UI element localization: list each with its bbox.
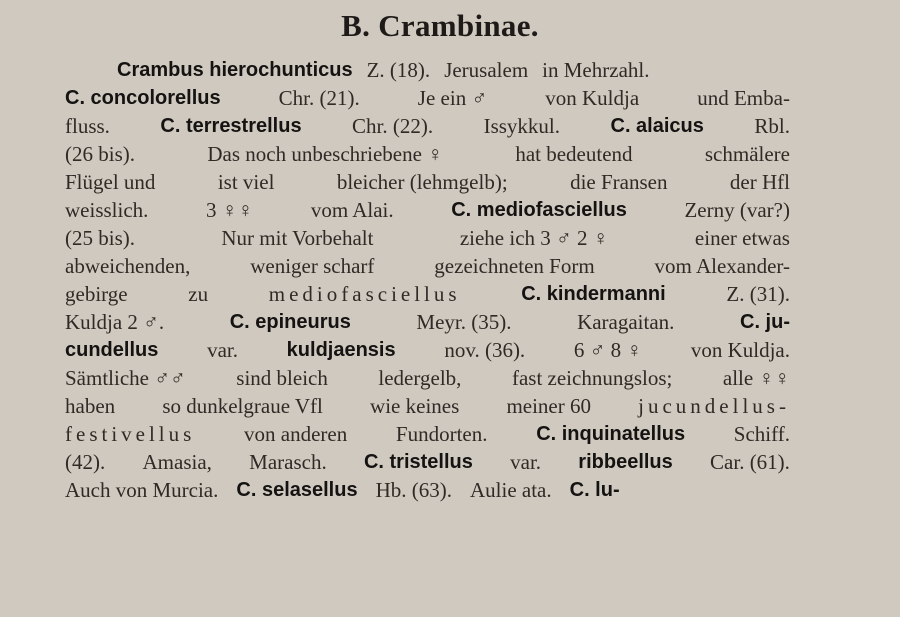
text-segment: der Hfl xyxy=(729,170,790,194)
species-name: C. terrestrellus xyxy=(160,115,302,137)
text-line xyxy=(65,252,790,280)
text-line xyxy=(65,476,790,504)
text-segment: alle ♀♀ xyxy=(722,366,790,390)
text-segment: abweichenden, xyxy=(65,254,191,278)
text-segment: meiner 60 xyxy=(506,394,591,418)
text-line xyxy=(65,420,790,448)
text-line xyxy=(65,336,790,364)
text-segment: Marasch. xyxy=(249,450,327,474)
text-segment: die Fransen xyxy=(570,170,668,194)
text-segment: bleicher (lehmgelb); xyxy=(336,170,508,194)
text-segment: ziehe ich 3 ♂ 2 ♀ xyxy=(459,226,609,250)
text-segment: Meyr. (35). xyxy=(416,310,512,334)
species-name: C. mediofasciellus xyxy=(451,199,627,221)
text-segment: Nur mit Vorbehalt xyxy=(221,226,374,250)
text-segment: var. xyxy=(207,338,238,362)
text-segment: Z. (31). xyxy=(726,282,790,306)
text-segment: Karagaitan. xyxy=(577,310,675,334)
text-line xyxy=(65,448,790,476)
spaced-word: jucundellus- xyxy=(638,394,790,418)
text-segment: vom Alai. xyxy=(310,198,394,222)
text-segment: var. xyxy=(510,450,542,474)
text-segment: Aulie ata. xyxy=(469,478,552,502)
text-segment: Amasia, xyxy=(142,450,212,474)
text-segment: einer etwas xyxy=(694,226,790,250)
species-name: C. ju- xyxy=(740,311,790,333)
text-segment: Fundorten. xyxy=(395,422,488,446)
body-paragraph xyxy=(65,56,790,504)
text-segment: von Kuldja. xyxy=(690,338,790,362)
text-segment: sind bleich xyxy=(236,366,328,390)
text-segment: Sämtliche ♂♂ xyxy=(65,366,186,390)
species-name: C. tristellus xyxy=(363,451,473,473)
species-name: Crambus hierochunticus xyxy=(117,59,353,81)
text-segment: ledergelb, xyxy=(378,366,462,390)
text-segment: ist viel xyxy=(217,170,275,194)
text-segment: gebirge xyxy=(65,282,128,306)
species-name: C. lu- xyxy=(569,479,620,501)
text-line xyxy=(65,140,790,168)
text-segment: weisslich. xyxy=(65,198,149,222)
species-name: C. epineurus xyxy=(229,311,351,333)
text-segment: weniger scharf xyxy=(250,254,375,278)
text-line xyxy=(65,56,790,84)
text-segment: Das noch unbeschriebene ♀ xyxy=(207,142,443,166)
text-line xyxy=(65,84,790,112)
text-segment: (26 bis). xyxy=(65,142,135,166)
text-segment: Kuldja 2 ♂. xyxy=(65,310,165,334)
text-line xyxy=(65,196,790,224)
species-name: kuldjaensis xyxy=(286,339,396,361)
text-segment: Je ein ♂ xyxy=(417,86,488,110)
species-name: C. alaicus xyxy=(610,115,704,137)
text-segment: Schiff. xyxy=(733,422,790,446)
text-segment: fast zeichnungslos; xyxy=(511,366,673,390)
text-segment: Hb. (63). xyxy=(375,478,452,502)
text-segment: schmälere xyxy=(704,142,790,166)
text-segment: Chr. (21). xyxy=(278,86,360,110)
text-segment: nov. (36). xyxy=(444,338,526,362)
text-line xyxy=(65,308,790,336)
text-segment: wie keines xyxy=(370,394,460,418)
text-segment: und Emba- xyxy=(697,86,790,110)
species-name: ribbeellus xyxy=(578,451,673,473)
text-segment: 6 ♂ 8 ♀ xyxy=(573,338,643,362)
text-segment: Auch von Murcia. xyxy=(65,478,219,502)
text-segment: haben xyxy=(65,394,116,418)
text-line xyxy=(65,392,790,420)
text-line xyxy=(65,168,790,196)
text-line xyxy=(65,112,790,140)
text-segment: Car. (61). xyxy=(710,450,790,474)
text-segment: zu xyxy=(188,282,209,306)
text-segment: Issykkul. xyxy=(483,114,561,138)
text-segment: 3 ♀♀ xyxy=(205,198,254,222)
text-segment: in Mehrzahl. xyxy=(542,58,650,82)
text-segment: Jerusalem xyxy=(444,58,529,82)
text-segment: (25 bis). xyxy=(65,226,135,250)
text-segment: Z. (18). xyxy=(366,58,431,82)
text-line xyxy=(65,224,790,252)
text-segment: (42). xyxy=(65,450,106,474)
text-segment: Chr. (22). xyxy=(352,114,434,138)
text-segment: von anderen xyxy=(244,422,348,446)
spaced-word: festivellus xyxy=(65,422,196,446)
spaced-word: mediofasciellus xyxy=(268,282,461,306)
text-segment: Zerny (var?) xyxy=(684,198,790,222)
text-segment: gezeichneten Form xyxy=(434,254,595,278)
text-segment: fluss. xyxy=(65,114,110,138)
text-segment: von Kuldja xyxy=(545,86,640,110)
species-name: C. concolorellus xyxy=(65,87,221,109)
text-segment: vom Alexander- xyxy=(654,254,790,278)
species-name: C. inquinatellus xyxy=(536,423,686,445)
section-heading: B. Crambinae. xyxy=(341,8,539,43)
text-segment: hat bedeutend xyxy=(515,142,633,166)
text-segment: Flügel und xyxy=(65,170,156,194)
species-name: C. kindermanni xyxy=(521,283,666,305)
text-line xyxy=(65,280,790,308)
species-name: cundellus xyxy=(65,339,159,361)
text-line xyxy=(65,364,790,392)
text-segment: so dunkelgraue Vfl xyxy=(162,394,323,418)
species-name: C. selasellus xyxy=(236,479,358,501)
text-segment: Rbl. xyxy=(754,114,790,138)
